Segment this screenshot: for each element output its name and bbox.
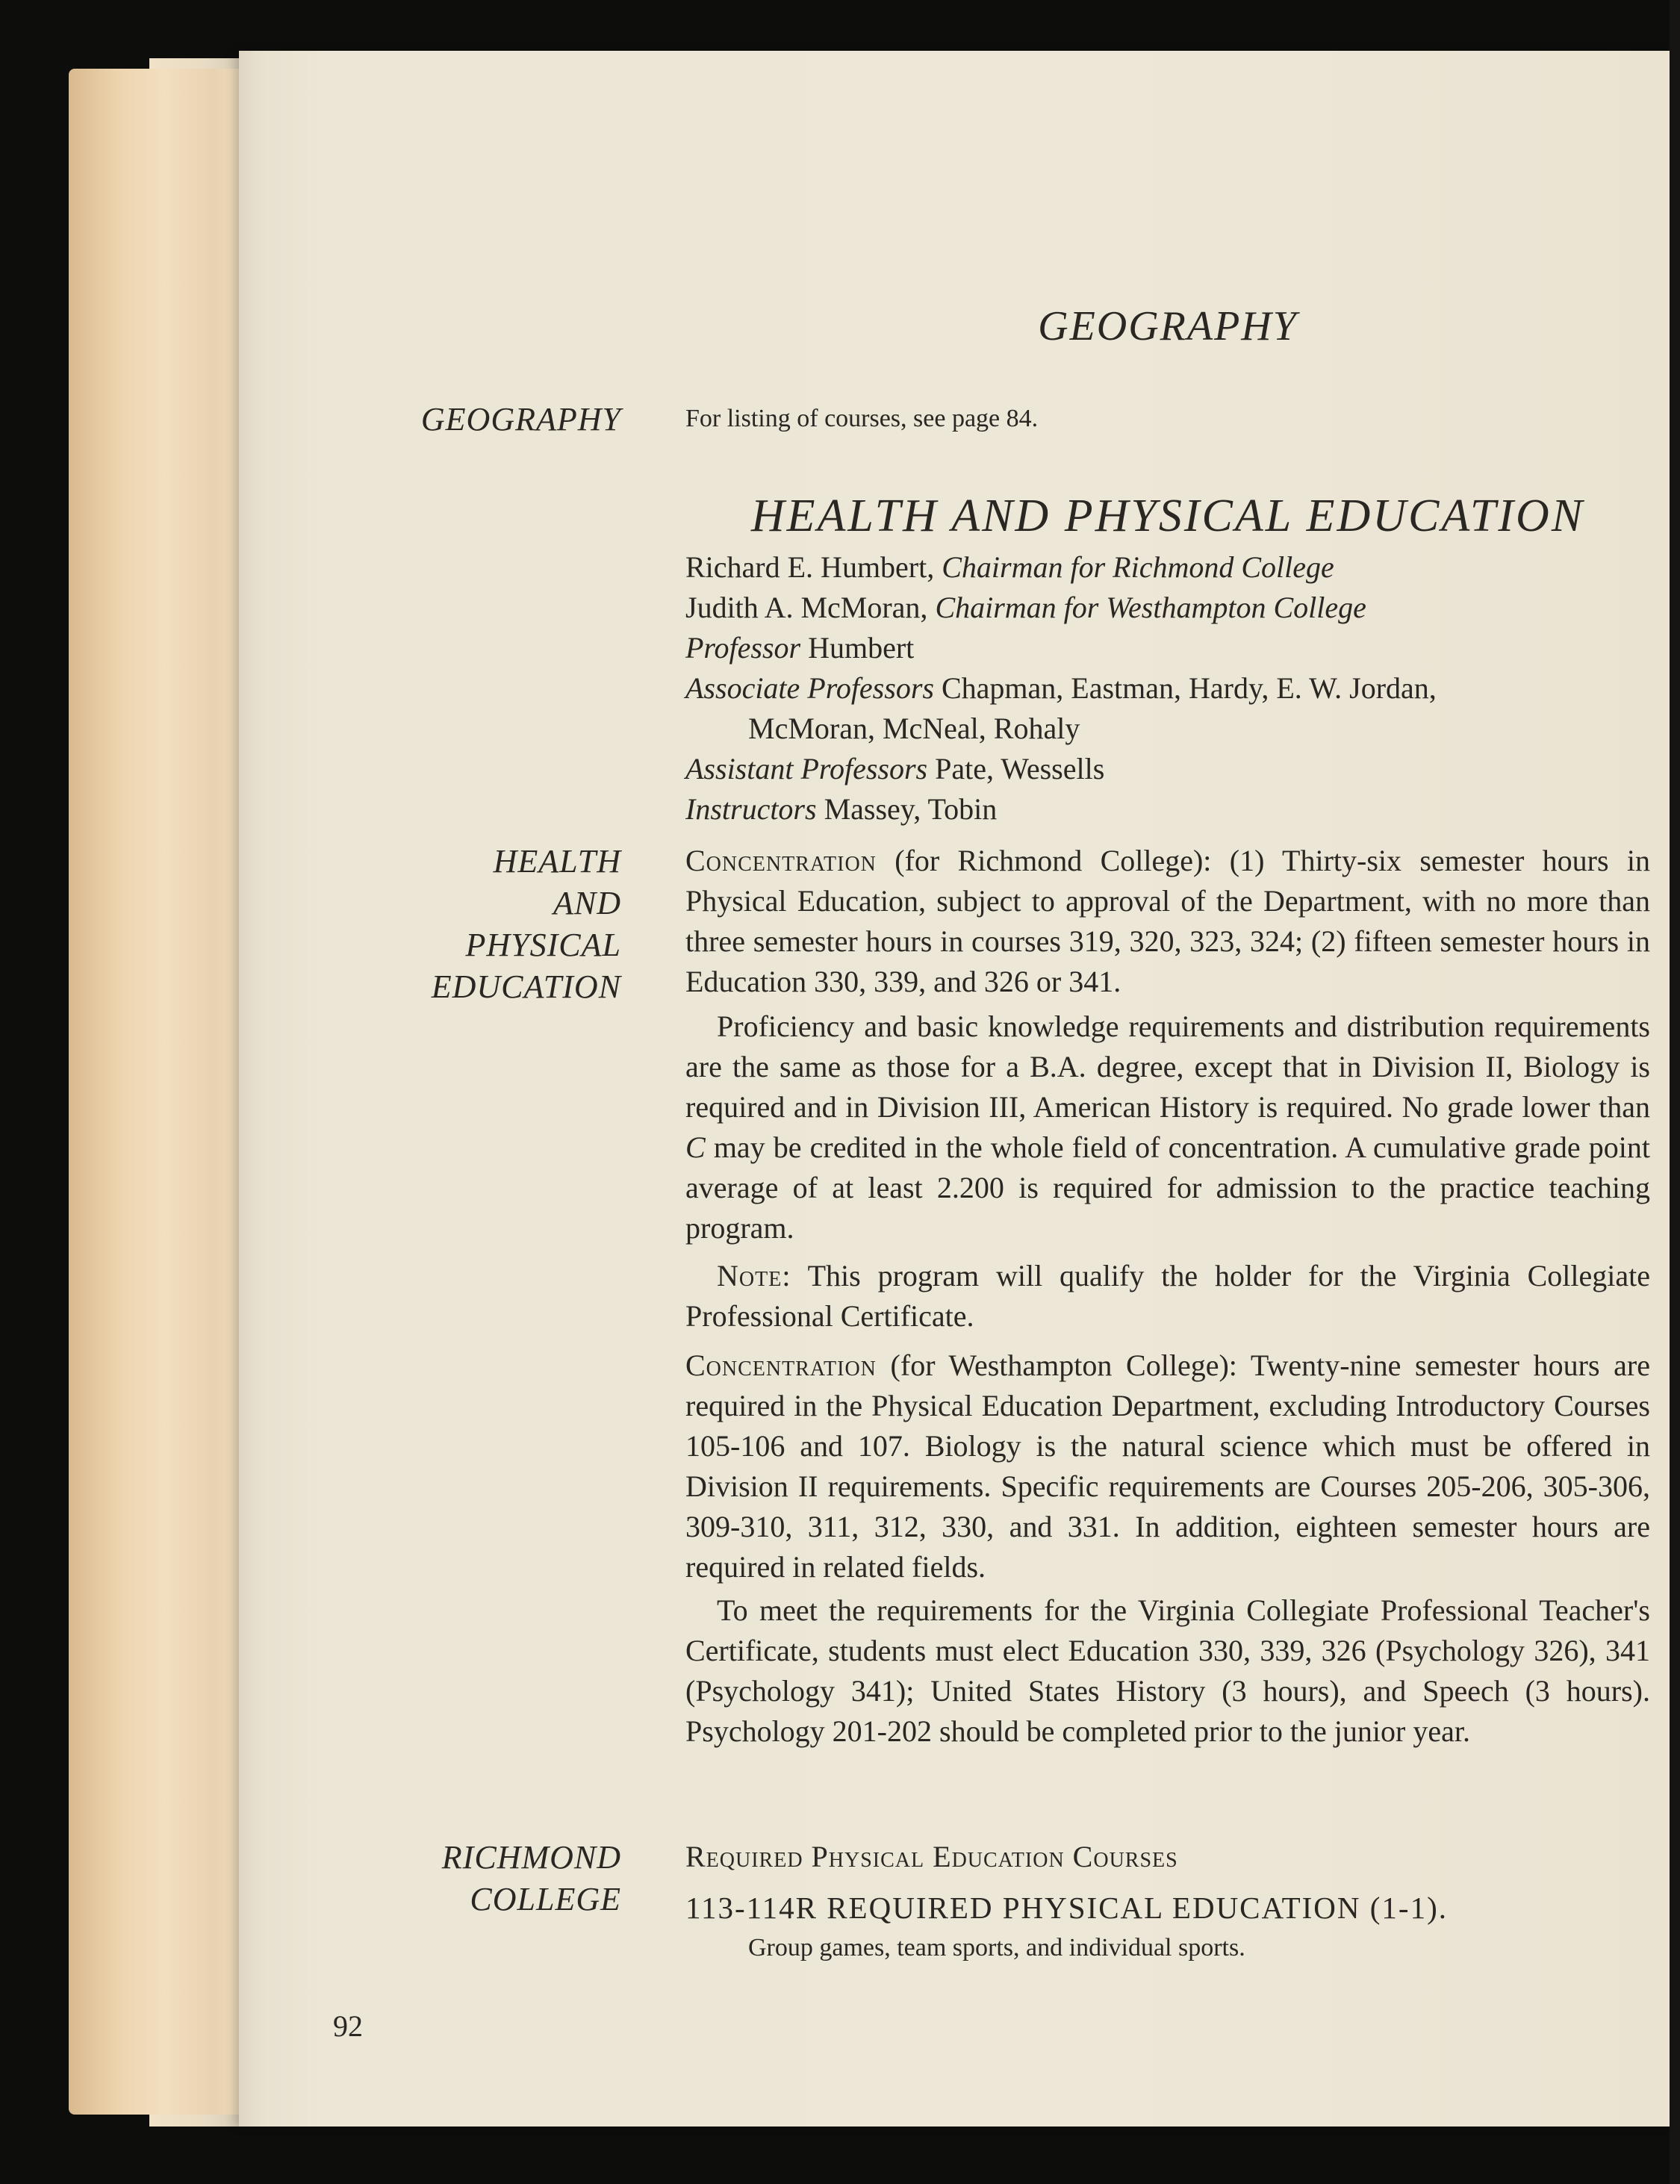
- instructors: Instructors Massey, Tobin: [685, 792, 998, 826]
- sidebar-richmond-college: RICHMOND COLLEGE: [441, 1839, 621, 1917]
- concentration-richmond: Concentration (for Richmond College): (1) Thirty-six semester hours in Physical Education, subject to approval of the Department, with no more than three semester hours in courses 319, 320, 323, 324; (2) fifteen semester hours in Education 330, 339, and 326 or 341.: [685, 844, 1651, 998]
- sidebar-hpe: HEALTH AND PHYSICAL EDUCATION: [431, 843, 621, 1005]
- background-edge: [1670, 0, 1680, 2184]
- chair-westhampton: Judith A. McMoran, Chairman for Westhampton College: [685, 591, 1366, 624]
- associate-professors-cont: McMoran, McNeal, Rohaly: [748, 712, 1080, 745]
- teacher-certificate-paragraph: To meet the requirements for the Virginia Collegiate Professional Teacher's Certificate, students must elect Education 330, 339, 326 (Psychology 326), 341 (Psychology 341); United States History (3 hours), and Speech (3 hours). Psychology 201-202 should be completed prior to the junior year.: [685, 1593, 1650, 1748]
- associate-professors: Associate Professors Chapman, Eastman, Hardy, E. W. Jordan,: [685, 671, 1437, 705]
- assistant-professors: Assistant Professors Pate, Wessells: [685, 752, 1105, 785]
- page-number: 92: [333, 2009, 363, 2043]
- professors: Professor Humbert: [685, 631, 915, 665]
- body-text: [685, 841, 1650, 1752]
- required-heading: Required Physical Education Courses: [685, 1840, 1178, 1873]
- note-paragraph: Note: This program will qualify the holder for the Virginia Collegiate Professional Certificate.: [685, 1259, 1650, 1333]
- sidebar-geography: GEOGRAPHY: [420, 401, 621, 438]
- course-description: Group games, team sports, and individual sports.: [748, 1934, 1245, 1961]
- course-title: 113-114R REQUIRED PHYSICAL EDUCATION (1-1).: [685, 1891, 1448, 1925]
- hpe-title: HEALTH AND PHYSICAL EDUCATION: [750, 491, 1585, 541]
- geography-listing: For listing of courses, see page 84.: [685, 405, 1039, 432]
- geography-title: GEOGRAPHY: [1038, 303, 1298, 349]
- proficiency-paragraph: Proficiency and basic knowledge requirements and distribution requirements are the same as those for a B.A. degree, except that in Division II, Biology is required and in Division III, American History is required. No grade lower than C may be credited in the whole field of concentration. A cumulative grade point average of at least 2.200 is required for admission to the practice teaching program.: [685, 1009, 1651, 1245]
- required-courses: [685, 1837, 1650, 1968]
- chair-richmond: Richard E. Humbert, Chairman for Richmond College: [685, 550, 1334, 584]
- faculty-list: [685, 547, 1650, 830]
- concentration-westhampton: Concentration (for Westhampton College): Twenty-nine semester hours are required in the Physical Education Department, excluding Introductory Courses 105-106 and 107. Biology is the natural science which must be offered in Division II requirements. Specific requirements are Courses 205-206, 305-306, 309-310, 311, 312, 330, and 331. In addition, eighteen semester hours are required in related fields.: [685, 1348, 1650, 1584]
